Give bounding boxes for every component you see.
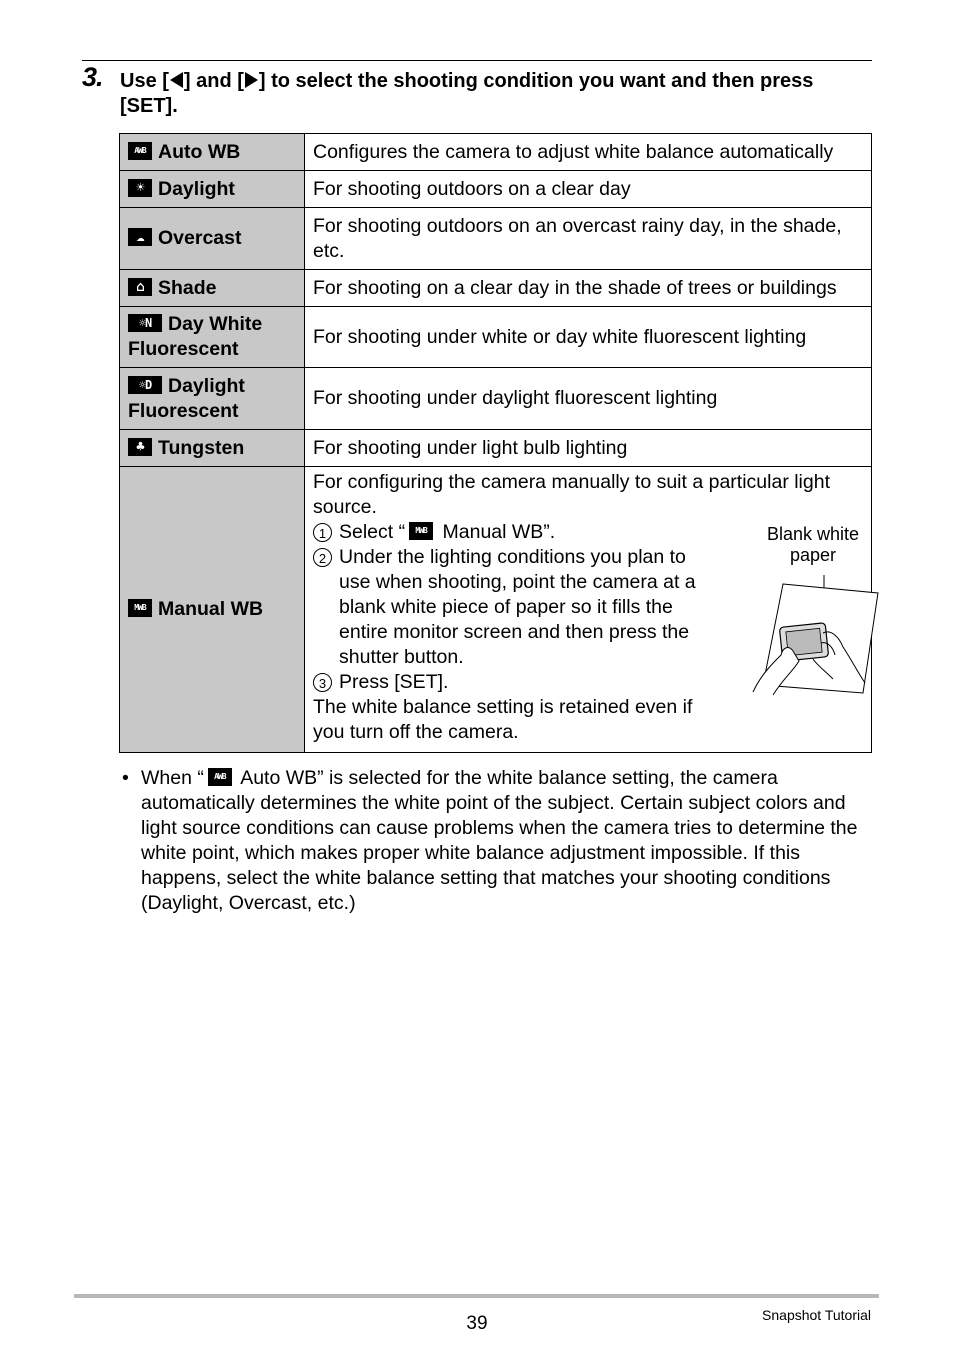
step-text: Manual WB”.	[437, 521, 556, 543]
row-name-auto-wb	[120, 134, 305, 171]
row-name-daylight	[120, 171, 305, 208]
row-name-text: Day White Fluorescent	[128, 313, 263, 360]
table-row	[120, 368, 872, 430]
white-balance-table	[119, 133, 872, 753]
row-desc: For shooting outdoors on a clear day	[305, 171, 872, 208]
list-item	[313, 670, 719, 695]
table-row	[120, 307, 872, 368]
row-name-text: Manual WB	[158, 598, 264, 620]
row-name-text: Daylight	[158, 177, 235, 200]
manual-wb-content	[313, 467, 865, 750]
row-name-text: Shade	[158, 276, 217, 299]
row-name-text: Auto WB	[158, 140, 241, 163]
bullet-mark: •	[122, 767, 129, 789]
bullet-note	[122, 766, 872, 916]
section-title: Snapshot Tutorial	[762, 1307, 871, 1323]
illustration-label: Blank white paper	[766, 524, 860, 565]
table-row	[120, 430, 872, 467]
step-text-1: Use [	[120, 70, 169, 92]
table-row	[120, 270, 872, 307]
step-circle-number: 1	[313, 523, 332, 542]
shade-icon: ⌂	[128, 278, 152, 296]
row-name-day-white-fluorescent	[120, 307, 305, 368]
top-rule	[82, 60, 872, 61]
row-name-text: Tungsten	[158, 436, 245, 459]
step-text: Select “	[339, 521, 406, 543]
step-instruction	[120, 69, 860, 119]
step-text: Under the lighting conditions you plan to use when shooting, point the camera at a blank white piece of paper so it fills the entire monitor screen and then press the shutter button.	[339, 546, 696, 668]
daylight-icon: ☀	[128, 179, 152, 197]
row-desc-manual	[305, 467, 872, 753]
table-row	[120, 467, 872, 753]
row-name-overcast	[120, 208, 305, 270]
day-white-fluorescent-icon: ☼N	[128, 314, 162, 332]
row-desc: For shooting under daylight fluorescent lighting	[305, 368, 872, 430]
overcast-icon: ☁	[128, 228, 152, 246]
manual-note: The white balance setting is retained even if you turn off the camera.	[313, 696, 693, 743]
row-desc: Configures the camera to adjust white balance automatically	[305, 134, 872, 171]
list-item	[313, 545, 721, 670]
step-number: 3.	[82, 62, 103, 92]
step-circle-number: 2	[313, 548, 332, 567]
step-text-3: ] to select the shooting condition you want and then press [SET].	[120, 70, 814, 117]
right-arrow-icon	[245, 72, 258, 88]
row-name-manual-wb	[120, 467, 305, 753]
left-arrow-icon	[170, 72, 183, 88]
table-row	[120, 208, 872, 270]
table-row	[120, 134, 872, 171]
page-number: 39	[466, 1313, 488, 1334]
step-text: Press [SET].	[339, 671, 449, 693]
row-desc: For shooting under light bulb lighting	[305, 430, 872, 467]
daylight-fluorescent-icon: ☼D	[128, 376, 162, 394]
bullet-text	[141, 766, 872, 916]
row-name-text: Overcast	[158, 227, 242, 249]
row-desc: For shooting outdoors on an overcast rainy day, in the shade, etc.	[305, 208, 872, 270]
footer-rule	[74, 1294, 879, 1298]
row-desc: For shooting on a clear day in the shade of trees or buildings	[305, 270, 872, 307]
auto-wb-icon: AWB	[208, 768, 232, 786]
row-desc: For shooting under white or day white fluorescent lighting	[305, 307, 872, 368]
auto-wb-icon: AWB	[128, 142, 152, 160]
row-name-daylight-fluorescent	[120, 368, 305, 430]
step-circle-number: 3	[313, 673, 332, 692]
camera-paper-illustration	[743, 567, 883, 697]
list-item	[313, 520, 719, 545]
manual-wb-icon: MWB	[409, 522, 433, 540]
bullet-text-pre: When “	[141, 767, 204, 789]
row-name-tungsten	[120, 430, 305, 467]
manual-wb-icon: MWB	[128, 599, 152, 617]
row-name-text: Daylight Fluorescent	[128, 374, 245, 422]
step-text-2: ] and [	[183, 70, 244, 92]
bullet-text-post: Auto WB” is selected for the white balance setting, the camera automatically determines the white point of the subject. Certain subject colors and light source conditions can cause problems when the camera tries to determine the white point, which makes proper white balance adjustment impossible. If this happens, select the white balance setting that matches your shooting conditions (Daylight, Overcast, etc.)	[141, 767, 858, 914]
row-name-shade	[120, 270, 305, 307]
tungsten-icon: ♣	[128, 438, 152, 456]
table-row	[120, 171, 872, 208]
manual-intro: For configuring the camera manually to suit a particular light source.	[313, 471, 830, 518]
